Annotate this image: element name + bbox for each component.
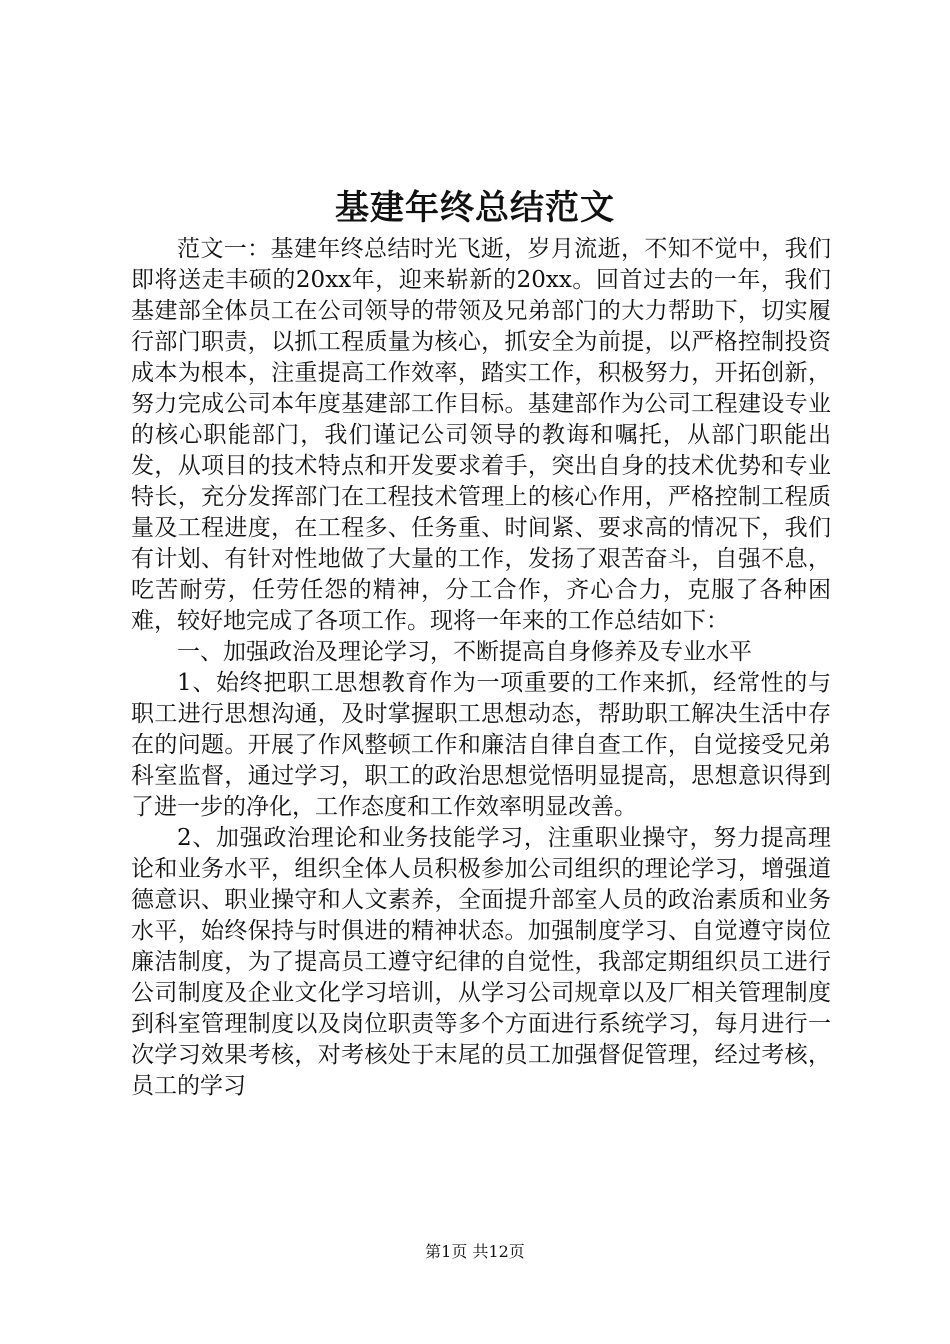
page-indicator: 第1页 共12页 [425,1242,525,1261]
section-heading-1: 一、加强政治及理论学习，不断提高自身修养及专业水平 [177,639,752,665]
paragraph-item-2: 2、加强政治理论和业务技能学习，注重职业操守，努力提高理论和业务水平，组织全体人员积极参加公司组织的理论学习，增强道德意识、职业操守和人文素养，全面提升部室人员的政治素质和业务水平，始终保持与时俱进的精神状态。加强制度学习、自觉遵守岗位廉洁制度，为了提高员工遵守纪律的自觉性，我部定期组织员工进行公司制度及企业文化学习培训，从学习公司规章以及厂相关管理制度到科室管理制度以及岗位职责等多个方面进行系统学习，每月进行一次学习效果考核，对考核处于末尾的员工加强督促管理，经过考核，员工的学习 [131,825,831,1099]
document-body [131,234,831,1184]
paragraph-intro: 范文一：基建年终总结时光飞逝，岁月流逝，不知不觉中，我们即将送走丰硕的20xx年，迎来崭新的20xx。回首过去的一年，我们基建部全体员工在公司领导的带领及兄弟部门的大力帮助下，切实履行部门职责，以抓工程质量为核心，抓安全为前提，以严格控制投资成本为根本，注重提高工作效率，踏实工作，积极努力，开拓创新，努力完成公司本年度基建部工作目标。基建部作为公司工程建设专业的核心职能部门，我们谨记公司领导的教诲和嘱托，从部门职能出发，从项目的技术特点和开发要求着手，突出自身的技术优势和专业特长，充分发挥部门在工程技术管理上的核心作用，严格控制工程质量及工程进度，在工程多、任务重、时间紧、要求高的情况下，我们有计划、有针对性地做了大量的工作，发扬了艰苦奋斗，自强不息，吃苦耐劳，任劳任怨的精神，分工合作，齐心合力，克服了各种困难，较好地完成了各项工作。现将一年来的工作总结如下： [131,236,831,634]
paragraph-item-1: 1、始终把职工思想教育作为一项重要的工作来抓，经常性的与职工进行思想沟通，及时掌握职工思想动态，帮助职工解决生活中存在的问题。开展了作风整顿工作和廉洁自律自查工作，自觉接受兄弟科室监督，通过学习，职工的政治思想觉悟明显提高，思想意识得到了进一步的净化，工作态度和工作效率明显改善。 [131,670,831,820]
document-title: 基建年终总结范文 [335,188,615,228]
